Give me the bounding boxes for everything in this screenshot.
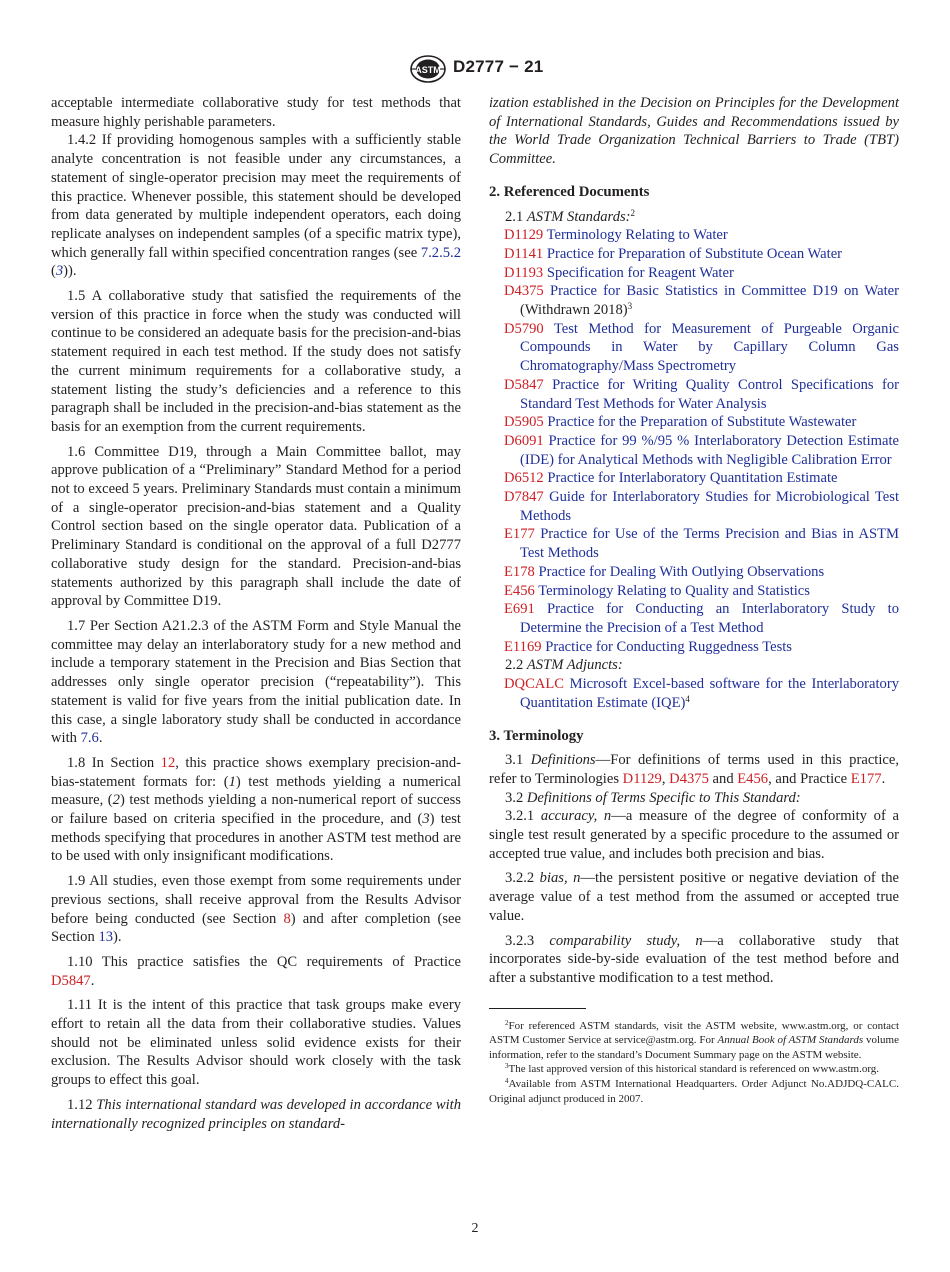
section-heading-terminology: 3. Terminology	[489, 727, 584, 744]
section-1-9: 1.9 All studies, even those exempt from some requirements under previous sections, shall receive approval from the Results Advisor before being conducted (see Section 8) and after completion (see Section 13).	[51, 873, 461, 946]
link-section-8[interactable]: 8	[283, 910, 291, 927]
reference-item[interactable]	[489, 376, 899, 413]
reference-title[interactable]: Practice for Conducting Ruggedness Tests	[545, 638, 792, 655]
reference-designation[interactable]: E1169	[504, 638, 542, 655]
reference-designation[interactable]: D6091	[504, 432, 544, 449]
subsection-2-1: 2.1 ASTM Standards:$^2$	[505, 207, 636, 225]
reference-designation[interactable]: D7847	[504, 489, 544, 506]
link-section-12[interactable]: 12	[160, 754, 176, 771]
reference-item[interactable]	[489, 264, 899, 283]
definition-comparability-study: 3.2.3 comparability study, n—a collaborative study that incorporates side-by-side evaluation of the test method before and after a substantive modification to a test method.	[489, 932, 899, 986]
reference-designation[interactable]: D5790	[504, 320, 544, 337]
definition-accuracy: 3.2.1 accuracy, n—a measure of the degree of conformity of a single test result generated by a specific procedure to the assumed or accepted true value, and includes both precision and bias.	[489, 808, 899, 862]
page-header	[0, 50, 950, 90]
reference-title[interactable]: Practice for Writing Quality Control Specifications for Standard Test Methods for Water Analysis	[520, 376, 899, 412]
reference-designation[interactable]: D5905	[504, 414, 544, 431]
reference-item[interactable]	[489, 488, 899, 525]
adjunct-title[interactable]: Microsoft Excel-based software for the Interlaboratory Quantitation Estimate (IQE)	[520, 676, 899, 711]
reference-note: (Withdrawn 2018)	[520, 302, 628, 319]
adjunct-designation[interactable]: DQCALC	[504, 676, 564, 693]
link-7-2-5-2[interactable]: 7.2.5.2	[420, 244, 461, 261]
reference-designation[interactable]: D6512	[504, 470, 544, 487]
reference-designation[interactable]: D1141	[504, 245, 544, 262]
reference-title[interactable]: Specification for Reagent Water	[546, 264, 734, 281]
link-d5847[interactable]: D5847	[51, 972, 91, 989]
footnote-3: $^3$The last approved version of this historical standard is referenced on www.astm.org.	[505, 1062, 880, 1076]
reference-designation[interactable]: D1129	[504, 227, 544, 244]
reference-item[interactable]	[489, 563, 899, 582]
subsection-2-2: 2.2 ASTM Adjuncts:	[505, 657, 623, 674]
reference-title[interactable]: Terminology Relating to Quality and Statistics	[538, 582, 810, 599]
link-7-6[interactable]: 7.6	[80, 730, 99, 747]
section-1-7: 1.7 Per Section A21.2.3 of the ASTM Form and Style Manual the committee may delay an interlaboratory study for a new method and include a temporary statement in the Precision and Bias Section that addresses only single operator precision (“repeatability”). This statement is valid for five years from the initial publication date. In this case, a single laboratory study shall be conducted in accordance with 7.6.	[51, 617, 461, 747]
document-designation: D2777 − 21	[453, 57, 544, 76]
reference-title[interactable]: Test Method for Measurement of Purgeable Organic Compounds in Water by Capillary Column Gas Chromatography/Mass Spectrometry	[520, 320, 899, 375]
reference-designation[interactable]: E691	[504, 601, 535, 618]
reference-item[interactable]	[489, 320, 899, 376]
reference-item[interactable]	[489, 582, 899, 601]
reference-designation[interactable]: E177	[504, 526, 535, 543]
reference-title[interactable]: Practice for Dealing With Outlying Observations	[538, 563, 825, 580]
ref-link-3[interactable]: 3	[55, 263, 64, 280]
section-heading-referenced-documents: 2. Referenced Documents	[489, 183, 650, 200]
reference-designation[interactable]: E456	[504, 582, 535, 599]
section-1-11: 1.11 It is the intent of this practice that task groups make every effort to retain all the data from their collaborative studies. Values should not be eliminated unless solid evidence exists for their exclusion. The Results Advisor should work closely with the task groups to effect this goal.	[51, 997, 461, 1089]
reference-item[interactable]	[489, 413, 899, 432]
paragraph-continuation-italic: ization established in the Decision on Principles for the Development of International Standards, Guides and Recommendations issued by the World Trade Organization Technical Barriers to Trade (TBT) Committee.	[489, 95, 899, 168]
astm-logo-icon	[410, 54, 446, 84]
reference-item[interactable]	[489, 226, 899, 245]
svg-text:ASTM: ASTM	[415, 65, 441, 75]
reference-item[interactable]	[489, 469, 899, 488]
page-number: 2	[471, 1221, 479, 1236]
link-d4375[interactable]: D4375	[669, 770, 709, 787]
reference-title[interactable]: Practice for Use of the Terms Precision and Bias in ASTM Test Methods	[520, 526, 899, 562]
subsection-3-1: 3.1 Definitions—For definitions of terms used in this practice, refer to Terminologies D1129, D4375 and E456, and Practice E177.	[489, 752, 900, 787]
footnote-divider	[489, 1008, 586, 1009]
reference-item[interactable]	[489, 432, 899, 469]
section-1-4-2: 1.4.2 If providing homogenous samples with a sufficiently stable analyte concentration is not feasible under any circumstances, a statement of single-operator precision may meet the requirements of this practice. Whenever possible, this statement should be developed from data generated by multiple independent operators, each doing replicate analyses on independent samples (of a specific matrix type), which generally fall within specified concentration ranges (see 7.2.5.2 (3)).	[51, 132, 461, 280]
reference-designation[interactable]: E178	[504, 563, 535, 580]
link-d1129[interactable]: D1129	[622, 770, 662, 787]
link-e456[interactable]: E456	[737, 770, 769, 787]
reference-title[interactable]: Practice for 99 %/95 % Interlaboratory Detection Estimate (IDE) for Analytical Methods with Negligible Calibration Error	[520, 432, 899, 468]
left-column	[51, 94, 461, 1133]
paragraph-continuation: acceptable intermediate collaborative study for test methods that measure highly perishable parameters.	[51, 95, 461, 130]
reference-title[interactable]: Practice for Basic Statistics in Committee D19 on Water	[549, 283, 900, 300]
reference-title[interactable]: Practice for Preparation of Substitute Ocean Water	[546, 245, 843, 262]
section-1-12: 1.12 This international standard was developed in accordance with internationally recognized principles on standard-	[51, 1096, 462, 1132]
footnote-2: $^2$For referenced ASTM standards, visit the ASTM website, www.astm.org, or contact ASTM Customer Service at service@astm.org. For Annual Book of ASTM Standards volume information, refer to the standard’s Document Summary page on the ASTM website.	[489, 1018, 899, 1061]
section-1-10: 1.10 This practice satisfies the QC requirements of Practice D5847.	[51, 953, 461, 989]
reference-item[interactable]	[489, 245, 899, 264]
footnote-4: $^4$Available from ASTM International Headquarters. Order Adjunct No.ADJDQ-CALC. Original adjunct produced in 2007.	[489, 1077, 899, 1105]
section-1-8: 1.8 In Section 12, this practice shows exemplary precision-and-bias-statement formats for: (1) test methods yielding a numerical measure, (2) test methods yielding a non-numerical report of success or failure based on criteria specified in the procedure, and (3) test methods specifying that procedures in another ASTM test method are to be used with only insignificant modifications.	[51, 754, 462, 865]
reference-designation[interactable]: D5847	[504, 376, 544, 393]
subsection-3-2: 3.2 Definitions of Terms Specific to This Standard:	[505, 789, 801, 806]
reference-title[interactable]: Practice for the Preparation of Substitute Wastewater	[547, 414, 857, 431]
reference-title[interactable]: Guide for Interlaboratory Studies for Microbiological Test Methods	[520, 489, 900, 524]
right-column	[489, 94, 899, 1106]
reference-designation[interactable]: D4375	[504, 283, 544, 300]
referenced-standards-list	[489, 226, 899, 656]
adjunct-item[interactable]: DQCALC Microsoft Excel-based software for the Interlaboratory Quantitation Estimate (IQE)$^4$	[504, 676, 899, 711]
section-1-6: 1.6 Committee D19, through a Main Committee ballot, may approve publication of a “Preliminary” Standard Method for a period not to exceed 5 years. Preliminary Standards must contain a minimum of a single-operator precision-and-bias statement and a Quality Control section based on the single operator data. Publication of a Preliminary Standard is conditional on the approval of a full D2777 collaborative study design for the standard. Precision-and-bias statements authorized by this paragraph shall include the date of approval by Committee D19.	[51, 443, 461, 610]
section-1-5: 1.5 A collaborative study that satisfied the requirements of the version of this practice in force when the study was conducted will continue to be considered an adequate basis for the precision-and-bias statement required in each test method. If the study does not satisfy the current minimum requirements for a collaborative study, a statement listing the study’s deficiencies and a reference to this paragraph shall be included in the precision-and-bias statement as the basis for an exemption from the current requirements.	[51, 288, 461, 435]
reference-title[interactable]: Practice for Interlaboratory Quantitation Estimate	[547, 470, 838, 487]
reference-item[interactable]	[489, 282, 899, 319]
reference-title[interactable]: Practice for Conducting an Interlaboratory Study to Determine the Precision of a Test Method	[520, 601, 899, 636]
definition-bias: 3.2.2 bias, n—the persistent positive or negative deviation of the average value of a test method from the assumed or accepted true value.	[489, 870, 900, 924]
link-e177[interactable]: E177	[850, 770, 882, 787]
reference-item[interactable]	[489, 525, 899, 562]
reference-item[interactable]	[489, 638, 899, 657]
reference-item[interactable]	[489, 600, 899, 637]
reference-title[interactable]: Terminology Relating to Water	[546, 227, 728, 244]
link-section-13[interactable]: 13	[98, 929, 114, 946]
reference-designation[interactable]: D1193	[504, 264, 544, 281]
footnote-marker: 3	[627, 301, 633, 312]
